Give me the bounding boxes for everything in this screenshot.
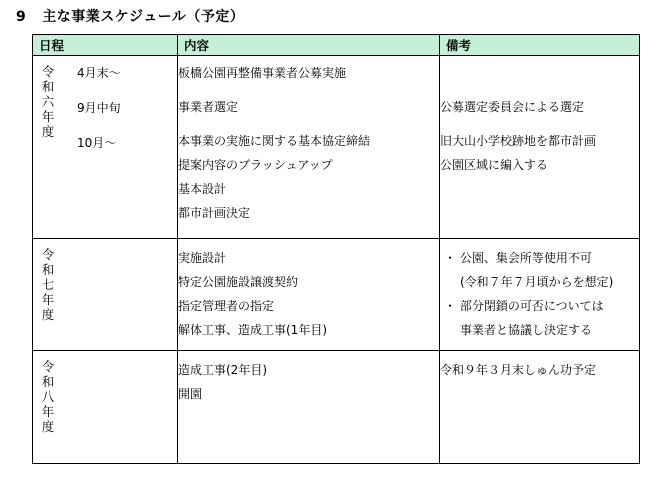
content-item: 本事業の実施に関する基本協定締結 (178, 134, 371, 148)
table-row-reiwa6 (33, 56, 640, 239)
remarks-cell-reiwa7 (440, 239, 640, 351)
month-label: 10月～ (77, 136, 117, 150)
remark-item: (令和７年７月頃からを想定) (460, 275, 614, 289)
content-item: 事業者選定 (178, 100, 239, 114)
schedule-table (32, 34, 640, 464)
remarks-cell-reiwa6 (440, 56, 640, 239)
content-cell-reiwa8 (178, 351, 440, 464)
content-item: 都市計画決定 (178, 206, 251, 220)
remark-item: ・ 公園、集会所等使用不可 (444, 251, 592, 265)
era-label-reiwa6: 令 和 六 年 度 (41, 64, 55, 139)
section-heading (16, 6, 244, 26)
content-item: 指定管理者の指定 (178, 299, 275, 313)
content-item: 解体工事、造成工事(1年目) (178, 323, 327, 337)
header-content: 内容 (178, 35, 440, 56)
remark-item: 令和９年３月末しゅん功予定 (440, 363, 597, 377)
content-item: 造成工事(2年目) (178, 363, 267, 377)
header-schedule: 日程 (33, 35, 178, 56)
schedule-cell-reiwa8 (33, 351, 178, 464)
remark-item: 事業者と協議し決定する (460, 323, 593, 337)
content-item: 実施設計 (178, 251, 227, 265)
era-label-reiwa8: 令 和 八 年 度 (41, 359, 55, 434)
remark-item: 公園区域に編入する (440, 158, 549, 172)
table-row-reiwa7 (33, 239, 640, 351)
section-title: 主な事業スケジュール（予定） (42, 9, 245, 25)
remark-item: 旧大山小学校跡地を都市計画 (440, 134, 597, 148)
month-label: 9月中旬 (77, 101, 121, 115)
content-item: 提案内容のブラッシュアップ (178, 158, 333, 172)
content-item: 基本設計 (178, 182, 227, 196)
remark-item: ・ 部分閉鎖の可否については (444, 299, 604, 313)
content-cell-reiwa6 (178, 56, 440, 239)
content-item: 板橋公園再整備事業者公募実施 (178, 66, 347, 80)
remark-item: 公募選定委員会による選定 (440, 100, 585, 114)
section-number: 9 (16, 9, 27, 25)
month-label: 4月末～ (77, 66, 121, 80)
schedule-cell-reiwa6 (33, 56, 178, 239)
table-header-row (33, 35, 640, 56)
content-item: 開園 (178, 387, 203, 401)
content-cell-reiwa7 (178, 239, 440, 351)
header-remarks: 備考 (440, 35, 640, 56)
era-label-reiwa7: 令 和 七 年 度 (41, 247, 55, 322)
schedule-cell-reiwa7 (33, 239, 178, 351)
month-list-reiwa6 (63, 56, 121, 171)
remarks-cell-reiwa8 (440, 351, 640, 464)
table-row-reiwa8 (33, 351, 640, 464)
content-item: 特定公園施設譲渡契約 (178, 275, 299, 289)
